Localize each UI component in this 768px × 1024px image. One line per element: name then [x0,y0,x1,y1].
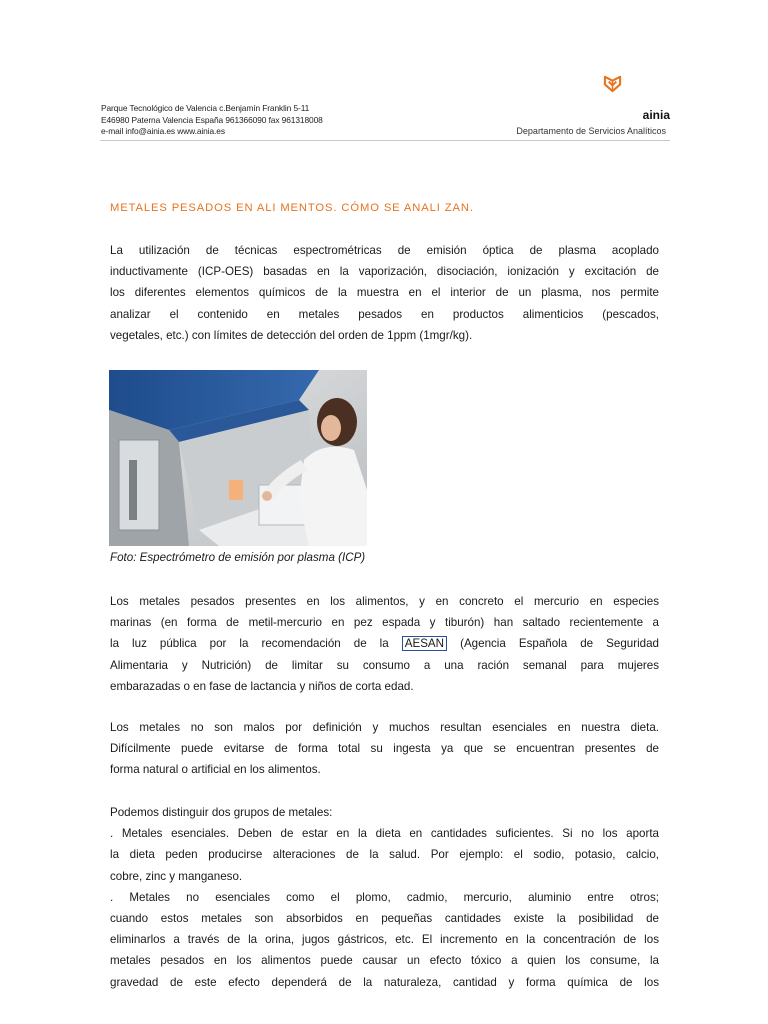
paragraph-line: Los metales pesados presentes en los alimentos, y en concreto el mercurio en especies [110,595,659,608]
paragraph-line: Podemos distinguir dos grupos de metales: [110,806,333,819]
paragraph-line [110,633,659,654]
paragraph-line: La utilización de técnicas espectrométricas de emisión óptica de plasma acoplado [110,244,659,257]
aesan-paragraph [110,591,659,697]
paragraph-line: Los metales no son malos por definición y muchos resultan esenciales en nuestra dieta. [110,721,659,734]
address-line: e-mail info@ainia.es www.ainia.es [101,126,225,136]
intro-paragraph [110,240,659,346]
photo-illustration [109,370,367,546]
paragraph-line: la dieta peden producirse alteraciones de la salud. Por ejemplo: el sodio, potasio, calcio, [110,848,659,862]
paragraph-line: Difícilmente puede evitarse de forma total su ingesta ya que se encuentran presentes de [110,742,659,756]
address-line: E46980 Paterna Valencia España 961366090 fax 961318008 [101,114,323,125]
paragraph-line: eliminarlos a través de la orina, jugos gástricos, etc. El incremento en la concentración de los [110,933,659,947]
line-text: la luz pública por la recomendación de la [110,637,389,651]
document-title: METALES PESADOS EN ALI MENTOS. CÓMO SE ANALI ZAN. [110,202,474,214]
paragraph-line: marinas (en forma de metil-mercurio en pez espada y tiburón) han saltado recientemente a [110,616,659,630]
icp-spectrometer-photo [109,370,367,546]
line-text: (Agencia Española de Seguridad [460,637,659,651]
photo-caption: Foto: Espectrómetro de emisión por plasma (ICP) [110,551,366,564]
ainia-logo-icon [603,74,622,93]
paragraph-line: . Metales no esenciales como el plomo, cadmio, mercurio, aluminio entre otros; [110,890,659,904]
paragraph-line: embarazadas o en fase de lactancia y niños de corta edad. [110,679,414,693]
paragraph-line: metales pesados en los alimentos puede causar un efecto tóxico a quien los consume, la [110,954,659,968]
paragraph-line: cuando estos metales son absorbidos en pequeñas cantidades existe la posibilidad de [110,911,659,925]
metals-paragraph [110,717,659,781]
metal-groups-paragraph [110,802,659,993]
paragraph-line: los diferentes elementos químicos de la muestra en el interior de un plasma, nos permite [110,286,659,300]
department-name: Departamento de Servicios Analíticos [516,126,666,136]
paragraph-line: . Metales esenciales. Deben de estar en la dieta en cantidades suficientes. Si no los aporta [110,827,659,841]
paragraph-line: Alimentaria y Nutrición) de limitar su consumo a una ración semanal para mujeres [110,658,659,672]
paragraph-line: forma natural o artificial en los alimentos. [110,763,321,777]
brand-name: ainia [642,108,670,122]
paragraph-line: inductivamente (ICP-OES) basadas en la vaporización, disociación, ionización y excitación de [110,265,659,279]
aesan-link[interactable]: AESAN [402,636,447,651]
header-divider [100,140,670,141]
paragraph-line: gravedad de este efecto dependerá de la naturaleza, cantidad y forma química de los [110,975,659,989]
address-line: Parque Tecnológico de Valencia c.Benjamín Franklin 5-11 [101,103,310,113]
paragraph-line: cobre, zinc y manganeso. [110,869,243,883]
paragraph-line: vegetales, etc.) con límites de detección del orden de 1ppm (1mgr/kg). [110,328,473,342]
header-address [101,103,323,138]
paragraph-line: analizar el contenido en metales pesados en productos alimenticios (pescados, [110,307,659,321]
